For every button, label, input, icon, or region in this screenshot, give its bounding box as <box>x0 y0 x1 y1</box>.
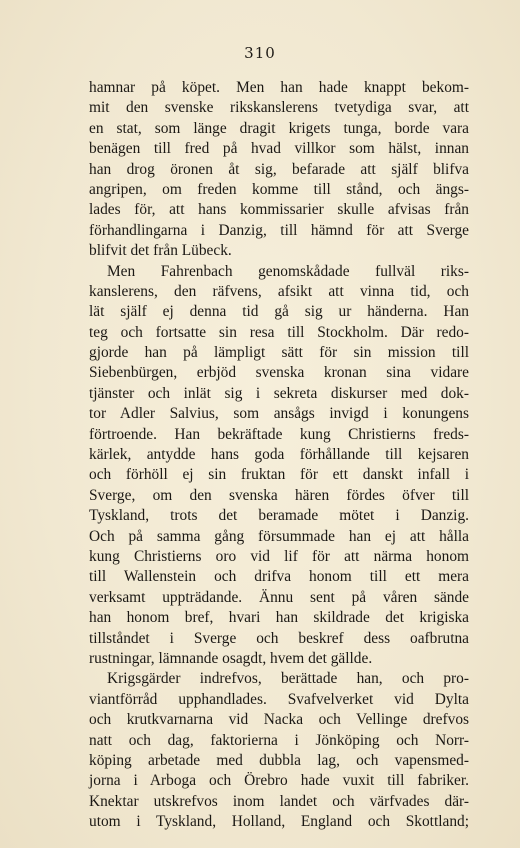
text-line: tor Adler Salvius, som ansågs invigd i konungens <box>89 405 469 423</box>
text-line: angripen, om freden komme till stånd, och ängs- <box>89 180 469 198</box>
text-line: utom i Tyskland, Holland, England och Skottland; <box>89 813 469 831</box>
text-line: benägen till fred på hvad villkor som hälst, innan <box>89 140 469 158</box>
text-line: kärlek, antydde hans goda förhållande till kejsaren <box>89 446 469 464</box>
text-line: och förhöll ej sin fruktan för ett danskt infall i <box>89 466 469 484</box>
text-line: lades för, att hans kommissarier skulle afvisas från <box>89 201 469 219</box>
text-line: jorna i Arboga och Örebro hade vuxit till fabriker. <box>89 772 469 790</box>
text-line: han drog öronen åt sig, befarade att själf blifva <box>89 160 469 178</box>
text-line: till Wallenstein och drifva honom till ett mera <box>89 568 469 586</box>
text-line: rustningar, lämnande osagdt, hvem det gällde. <box>89 649 373 667</box>
text-line: natt och dag, faktorierna i Jönköping och Norr- <box>89 731 469 749</box>
text-line: blifvit det från Lübeck. <box>89 242 232 260</box>
text-line: verksamt uppträdande. Ännu sent på våren sände <box>89 588 469 606</box>
text-line: kanslerens, den räfvens, afsikt att vinna tid, och <box>89 282 469 300</box>
text-line: Tyskland, trots det beramade mötet i Danzig. <box>89 507 469 525</box>
text-line: Knektar utskrefvos inom landet och värfvades där- <box>89 792 469 810</box>
text-line: lät själf ej denna tid gå sig ur händerna. Han <box>89 303 469 321</box>
text-line: gjorde han på lämpligt sätt för sin mission till <box>89 344 469 362</box>
text-line: tjänster och inlät sig i sekreta diskurser med dok- <box>89 384 469 402</box>
text-line: förhandlingarna i Danzig, till hämnd för att Sverge <box>89 221 469 239</box>
text-line: köping arbetade med dubbla lag, och vapensmed- <box>89 751 469 769</box>
text-line: Sverge, om den svenska hären fördes öfver till <box>89 486 469 504</box>
text-line: hamnar på köpet. Men han hade knappt bekom- <box>89 79 469 96</box>
text-line: mit den svenske rikskanslerens tvetydiga svar, att <box>89 99 469 117</box>
text-line: Krigsgärder indrefvos, berättade han, och pro- <box>107 670 469 688</box>
text-line: han honom bref, hvari han skildrade det krigiska <box>89 609 469 627</box>
text-line: Men Fahrenbach genomskådade fullväl riks- <box>107 262 469 280</box>
text-line: kung Christierns oro vid lif för att närma honom <box>89 547 469 565</box>
page-number: 310 <box>244 44 276 62</box>
text-line: och krutkvarnarna vid Nacka och Vellinge drefvos <box>89 711 469 729</box>
text-line: tillståndet i Sverge och beskref dess oafbrutna <box>89 629 469 647</box>
text-line: Och på samma gång försummade han ej att hålla <box>89 527 469 545</box>
body-text <box>89 78 469 832</box>
text-line: förtroende. Han bekräftade kung Christierns freds- <box>89 425 469 443</box>
text-line: Siebenbürgen, erbjöd svenska kronan sina vidare <box>89 364 469 382</box>
text-line: teg och fortsatte sin resa till Stockholm. Där redo- <box>89 323 469 341</box>
text-line: viantförråd upphandlades. Svafvelverket vid Dylta <box>89 690 469 708</box>
text-line: en stat, som länge dragit krigets tunga, borde vara <box>89 119 469 137</box>
